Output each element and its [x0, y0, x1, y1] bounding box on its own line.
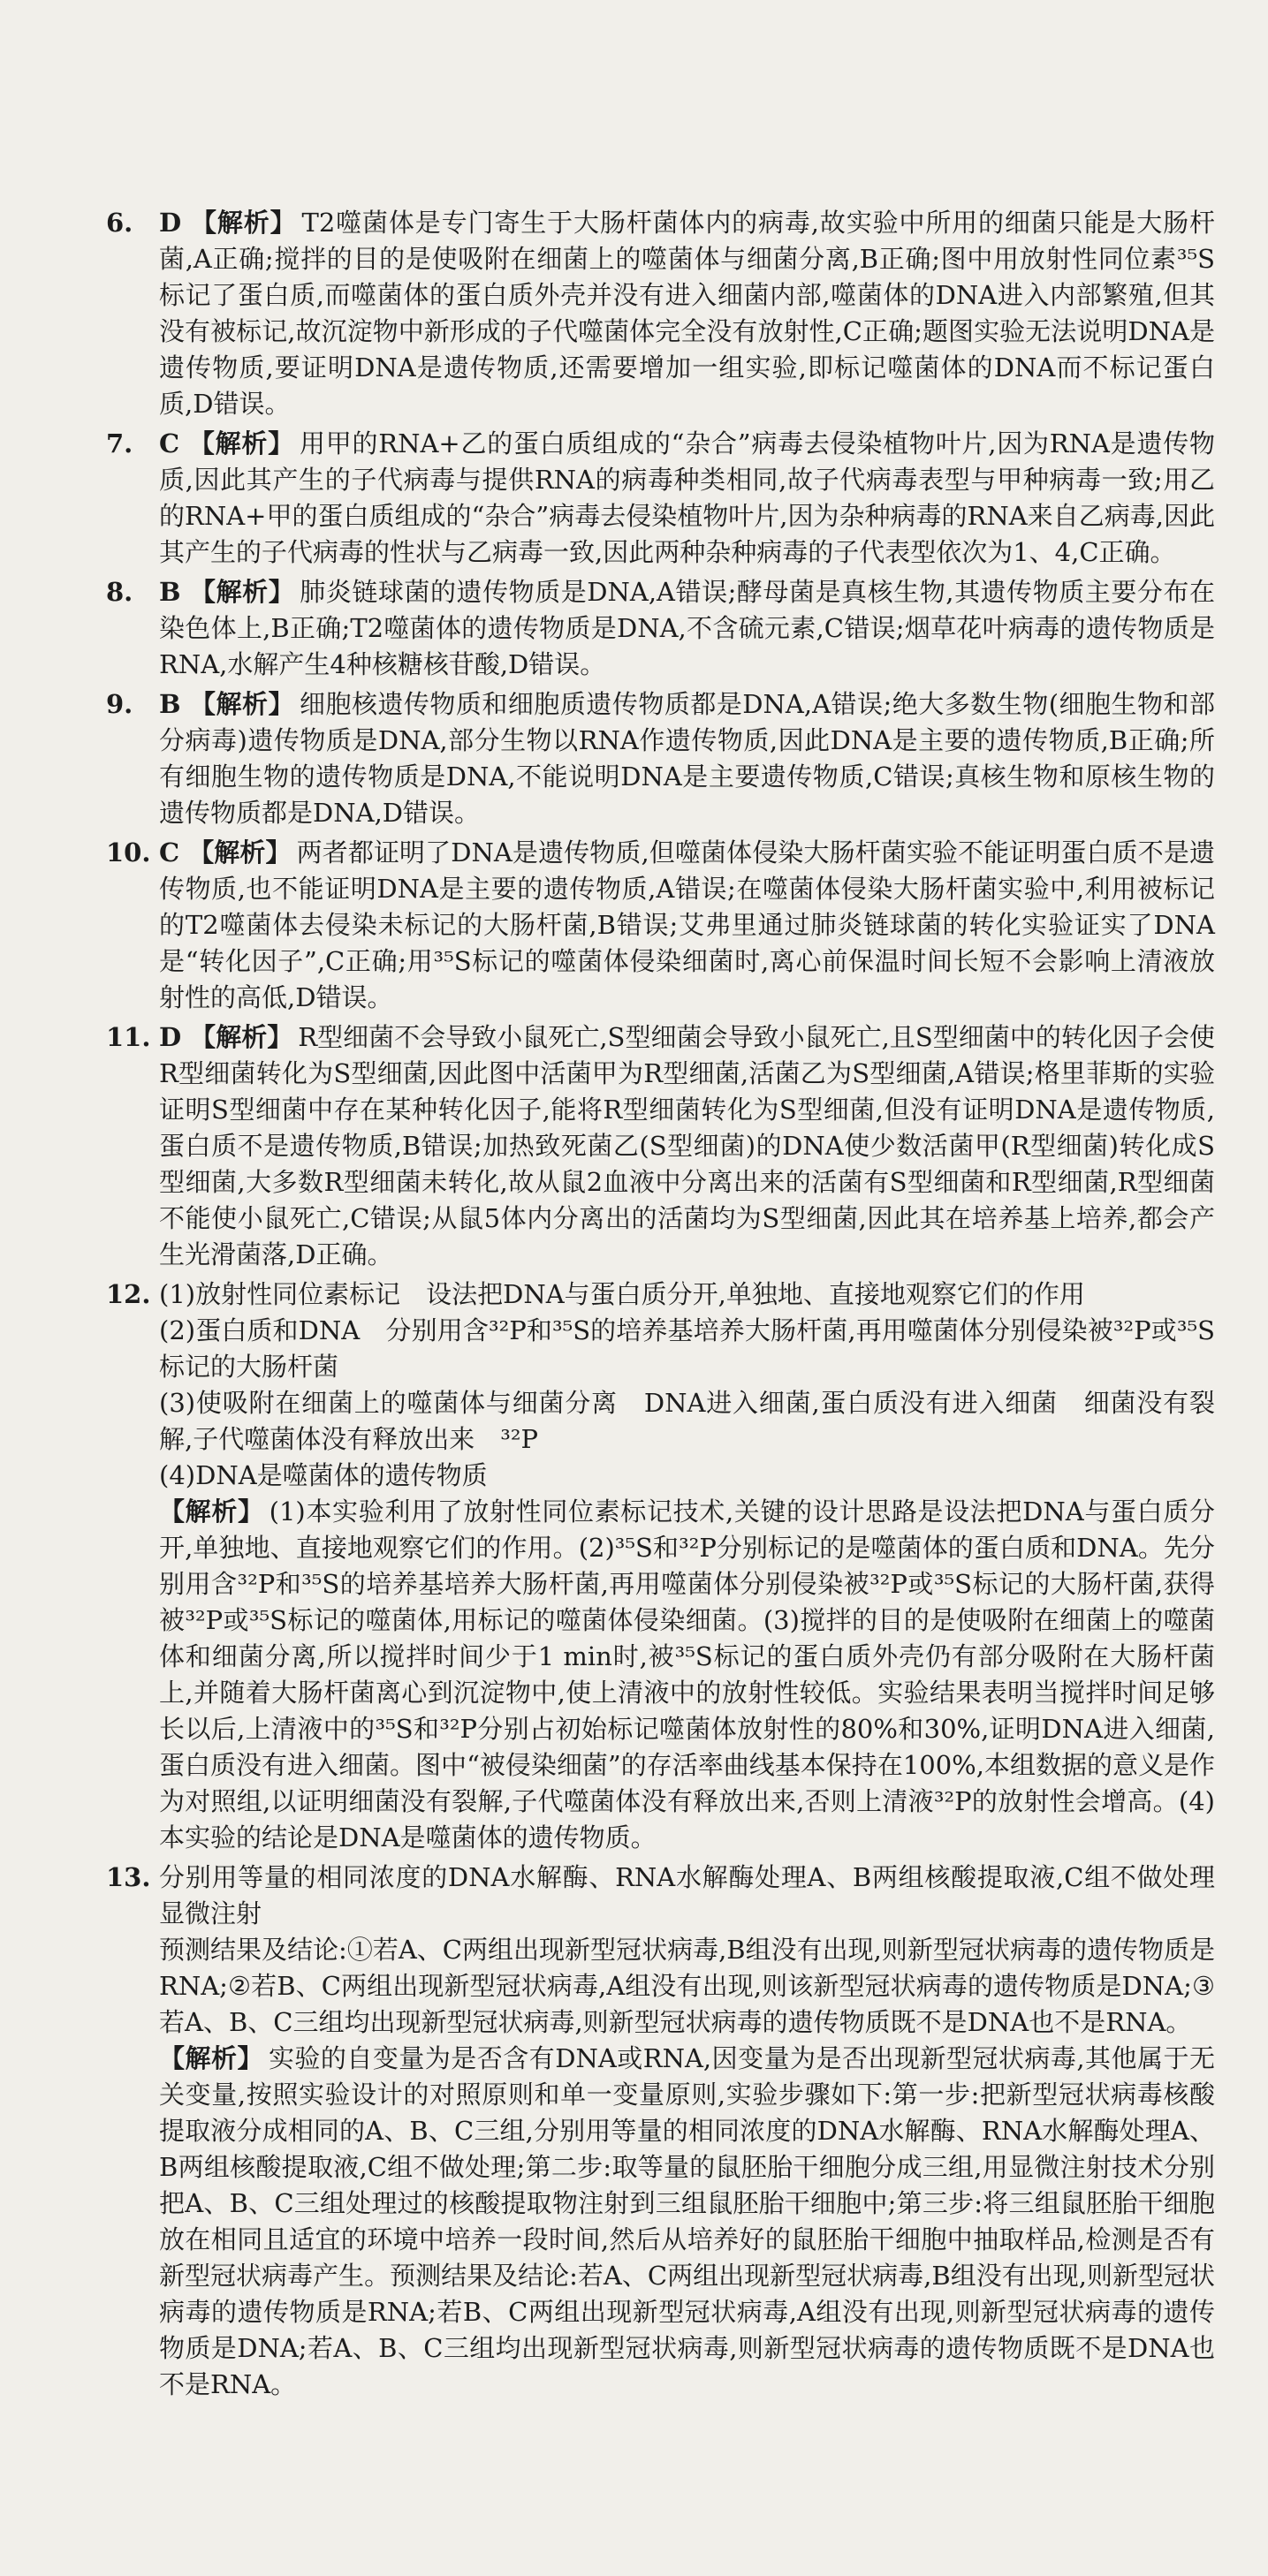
question-body	[159, 835, 1215, 1016]
analysis-tag: 【解析】	[190, 1022, 293, 1052]
question-body	[159, 1860, 1241, 2403]
question-number: 13.	[106, 1862, 151, 1892]
question-body	[159, 426, 1215, 571]
question-12	[106, 1277, 1215, 1856]
question-number: 7.	[106, 428, 133, 458]
analysis-text: 两者都证明了DNA是遗传物质,但噬菌体侵染大肠杆菌实验不能证明蛋白质不是遗传物质,也不能证明DNA是主要的遗传物质,A错误;在噬菌体侵染大肠杆菌实验中,利用被标记的T2噬菌体去侵染未标记的大肠杆菌,B错误;艾弗里通过肺炎链球菌的转化实验证实了DNA是“转化因子”,C正确;用³⁵S标记的噬菌体侵染细菌时,离心前保温时间长短不会影响上清液放射性的高低,D错误。	[159, 837, 1215, 1012]
analysis-tag: 【解析】	[188, 837, 292, 868]
question-body	[159, 1019, 1215, 1273]
answer-part-3: (3)使吸附在细菌上的噬菌体与细菌分离 DNA进入细菌,蛋白质没有进入细菌 细菌没有裂解,子代噬菌体没有释放出来 ³²P	[159, 1388, 1215, 1454]
answer-letter: B	[159, 577, 181, 607]
answer-letter: C	[159, 428, 180, 458]
question-13	[106, 1860, 1241, 2403]
analysis-tag: 【解析】	[190, 208, 297, 238]
question-number: 12.	[106, 1279, 151, 1309]
answer-letter: B	[159, 689, 181, 719]
analysis-text: R型细菌不会导致小鼠死亡,S型细菌会导致小鼠死亡,且S型细菌中的转化因子会使R型细菌转化为S型细菌,因此图中活菌甲为R型细菌,活菌乙为S型细菌,A错误;格里菲斯的实验证明S型细菌中存在某种转化因子,能将R型细菌转化为S型细菌,但没有证明DNA是遗传物质,蛋白质不是遗传物质,B错误;加热致死菌乙(S型细菌)的DNA使少数活菌甲(R型细菌)转化成S型细菌,大多数R型细菌未转化,故从鼠2血液中分离出来的活菌有S型细菌和R型细菌,R型细菌不能使小鼠死亡,C错误;从鼠5体内分离出的活菌均为S型细菌,因此其在培养基上培养,都会产生光滑菌落,D正确。	[159, 1022, 1215, 1269]
analysis-paragraph	[159, 2041, 1215, 2403]
analysis-tag: 【解析】	[159, 1496, 264, 1527]
answer-part-4: (4)DNA是噬菌体的遗传物质	[159, 1460, 488, 1490]
analysis-paragraph	[159, 1494, 1215, 1856]
analysis-tag: 【解析】	[189, 577, 295, 607]
question-number: 10.	[106, 837, 151, 868]
question-body	[159, 574, 1215, 683]
analysis-tag: 【解析】	[188, 428, 294, 458]
question-body	[159, 1277, 1215, 1856]
question-number: 9.	[106, 689, 133, 719]
question-number: 8.	[106, 577, 133, 607]
analysis-text: 用甲的RNA+乙的蛋白质组成的“杂合”病毒去侵染植物叶片,因为RNA是遗传物质,因此其产生的子代病毒与提供RNA的病毒种类相同,故子代病毒表型与甲种病毒一致;用乙的RNA+甲的蛋白质组成的“杂合”病毒去侵染植物叶片,因为杂种病毒的RNA来自乙病毒,因此其产生的子代病毒的性状与乙病毒一致,因此两种杂种病毒的子代表型依次为1、4,C正确。	[159, 428, 1215, 567]
analysis-text: 细胞核遗传物质和细胞质遗传物质都是DNA,A错误;绝大多数生物(细胞生物和部分病毒)遗传物质是DNA,部分生物以RNA作遗传物质,因此DNA是主要的遗传物质,B正确;所有细胞生物的遗传物质是DNA,不能说明DNA是主要遗传物质,C错误;真核生物和原核生物的遗传物质都是DNA,D错误。	[159, 689, 1215, 828]
question-9	[106, 686, 1215, 831]
analysis-text: 肺炎链球菌的遗传物质是DNA,A错误;酵母菌是真核生物,其遗传物质主要分布在染色体上,B正确;T2噬菌体的遗传物质是DNA,不含硫元素,C错误;烟草花叶病毒的遗传物质是RNA,水解产生4种核糖核苷酸,D错误。	[159, 577, 1215, 679]
question-7	[106, 426, 1215, 571]
question-body	[159, 205, 1215, 422]
question-8	[106, 574, 1215, 683]
answer-text: 分别用等量的相同浓度的DNA水解酶、RNA水解酶处理A、B两组核酸提取液,C组不做处理 显微注射	[159, 1862, 1241, 1928]
answer-part-1: (1)放射性同位素标记 设法把DNA与蛋白质分开,单独地、直接地观察它们的作用	[159, 1279, 1085, 1309]
analysis-text: (1)本实验利用了放射性同位素标记技术,关键的设计思路是设法把DNA与蛋白质分开,单独地、直接地观察它们的作用。(2)³⁵S和³²P分别标记的是噬菌体的蛋白质和DNA。先分别用含³²P和³⁵S的培养基培养大肠杆菌,再用噬菌体分别侵染被³²P或³⁵S标记的大肠杆菌,获得被³²P或³⁵S标记的噬菌体,用标记的噬菌体侵染细菌。(3)搅拌的目的是使吸附在细菌上的噬菌体和细菌分离,所以搅拌时间少于1 min时,被³⁵S标记的蛋白质外壳仍有部分吸附在大肠杆菌上,并随着大肠杆菌离心到沉淀物中,使上清液中的放射性较低。实验结果表明当搅拌时间足够长以后,上清液中的³⁵S和³²P分别占初始标记噬菌体放射性的80%和30%,证明DNA进入细菌,蛋白质没有进入细菌。图中“被侵染细菌”的存活率曲线基本保持在100%,本组数据的意义是作为对照组,以证明细菌没有裂解,子代噬菌体没有释放出来,否则上清液³²P的放射性会增高。(4)本实验的结论是DNA是噬菌体的遗传物质。	[159, 1496, 1215, 1852]
answer-letter: D	[159, 208, 182, 238]
question-number: 11.	[106, 1022, 151, 1052]
analysis-text: 实验的自变量为是否含有DNA或RNA,因变量为是否出现新型冠状病毒,其他属于无关变量,按照实验设计的对照原则和单一变量原则,实验步骤如下:第一步:把新型冠状病毒核酸提取液分成相同的A、B、C三组,分别用等量的相同浓度的DNA水解酶、RNA水解酶处理A、B两组核酸提取液,C组不做处理;第二步:取等量的鼠胚胎干细胞分成三组,用显微注射技术分别把A、B、C三组处理过的核酸提取物注射到三组鼠胚胎干细胞中;第三步:将三组鼠胚胎干细胞放在相同且适宜的环境中培养一段时间,然后从培养好的鼠胚胎干细胞中抽取样品,检测是否有新型冠状病毒产生。预测结果及结论:若A、C两组出现新型冠状病毒,B组没有出现,则新型冠状病毒的遗传物质是RNA;若B、C两组出现新型冠状病毒,A组没有出现,则新型冠状病毒的遗传物质是DNA;若A、B、C三组均出现新型冠状病毒,则新型冠状病毒的遗传物质既不是DNA也不是RNA。	[159, 2043, 1215, 2399]
analysis-text: T2噬菌体是专门寄生于大肠杆菌体内的病毒,故实验中所用的细菌只能是大肠杆菌,A正确;搅拌的目的是使吸附在细菌上的噬菌体与细菌分离,B正确;图中用放射性同位素³⁵S标记了蛋白质,而噬菌体的蛋白质外壳并没有进入细菌内部,噬菌体的DNA进入内部繁殖,但其没有被标记,故沉淀物中新形成的子代噬菌体完全没有放射性,C正确;题图实验无法说明DNA是遗传物质,要证明DNA是遗传物质,还需要增加一组实验,即标记噬菌体的DNA而不标记蛋白质,D错误。	[159, 208, 1215, 419]
answer-part-2: (2)蛋白质和DNA 分别用含³²P和³⁵S的培养基培养大肠杆菌,再用噬菌体分别侵染被³²P或³⁵S标记的大肠杆菌	[159, 1315, 1215, 1382]
question-body	[159, 686, 1215, 831]
answer-letter: C	[159, 837, 180, 868]
question-10	[106, 835, 1215, 1016]
question-6	[106, 205, 1215, 422]
question-number: 6.	[106, 208, 133, 238]
analysis-tag: 【解析】	[189, 689, 294, 719]
answer-letter: D	[159, 1022, 182, 1052]
analysis-tag: 【解析】	[159, 2043, 263, 2073]
prediction-text: 预测结果及结论:①若A、C两组出现新型冠状病毒,B组没有出现,则新型冠状病毒的遗传物质是RNA;②若B、C两组出现新型冠状病毒,A组没有出现,则该新型冠状病毒的遗传物质是DNA;③若A、B、C三组均出现新型冠状病毒,则新型冠状病毒的遗传物质既不是DNA也不是RNA。	[159, 1935, 1215, 2037]
question-11	[106, 1019, 1215, 1273]
